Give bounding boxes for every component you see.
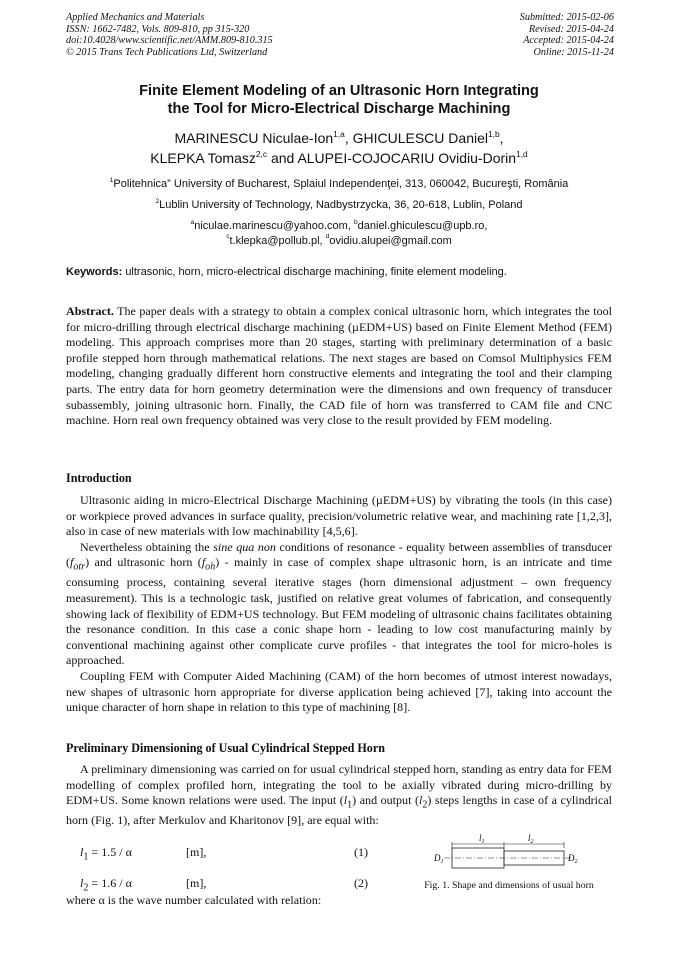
email-b[interactable]: daniel.ghiculescu@upb.ro [357,220,485,232]
figure-1-horn-diagram [404,832,614,876]
title-line-1: Finite Element Modeling of an Ultrasonic Horn Integrating [139,83,539,99]
abstract-text: The paper deals with a strategy to obtain a complex conical ultrasonic horn, which integrates the tool for micro-drilling through electrical discharge machining (µEDM+US) based on Finite Element Method (FEM) modeling. This approach comprises more than 20 stages, starting with preliminary determination of a basic profile stepped horn through mathematical relations. The next stages are based on Comsol Multiphysics FEM modeling, changing gradually different horn constructive elements and integrating the tool and their clamping parts. The entry data for horn geometry determination were the dimensions and own frequency of transducer subassembly, joining ultrasonic horn. Finally, the CAD file of horn was transferred to CAM file and CNC machine. Horn real own frequency obtained was very close to the result provided by FEM modeling. [66,304,612,428]
author-1-sup: 1,a [333,128,345,139]
date-online: Online: 2015-11-24 [533,46,614,58]
date-revised: Revised: 2015-04-24 [528,23,614,35]
figure-1-caption: Fig. 1. Shape and dimensions of usual horn [424,880,594,891]
email-c[interactable]: t.klepka@pollub.pl [229,234,320,247]
abstract [66,304,612,429]
affiliation-2-sup: 2 [155,197,160,205]
author-2: GHICULESCU Daniel [352,130,488,146]
affiliation-2-text: Lublin University of Technology, Nadbystrzycka, 36, 20-618, Lublin, Poland [159,199,523,211]
fig-label-D1: $D_1$ [434,853,444,865]
section-heading-introduction: Introduction [66,471,132,485]
journal-name: Applied Mechanics and Materials [66,12,205,23]
keywords-text: ultrasonic, horn, micro-electrical discharge machining, finite element modeling. [125,266,507,278]
intro-paragraph-1: Ultrasonic aiding in micro-Electrical Discharge Machining (µEDM+US) by vibrating the tools (in this case) or workpiece proved advances in surface quality, precision/volumetric relative wear, and machining rate [1,2,3], also in case of new materials with low machinability [4,5,6]. [66,493,612,539]
preliminary-paragraph: A preliminary dimensioning was carried on for usual cylindrical stepped horn, standing as entry data for FEM modelling of complex profiled horn, integrating the tool to be axially vibrated during micro-drilling by EDM+US. Some known relations were used. The input $(l_1)$ and output $(l_2)$ steps lengths in case of a cylindrical horn (Fig. 1), after Merkulov and Kharitonov [9], are equal with: [66,762,613,828]
date-accepted: Accepted: 2015-04-24 [523,35,614,47]
author-4: ALUPEI-COJOCARIU Ovidiu-Dorin [297,150,517,166]
equation-2-number: (2) [354,876,369,890]
paper-title [0,82,678,118]
equation-1-lhs: $l_1 = 1.5 / \alpha$ [80,845,132,863]
equation-2-unit: [m], [186,876,207,890]
author-emails: $^a$niculae.marinescu@yahoo.com, $^b$daniel.ghiculescu@upb.ro, $^c$t.klepka@pollub.pl, $^d$ovidiu.alupei@gmail.com [190,218,488,247]
equation-1-unit: [m], [186,845,207,859]
affiliation-1 [0,177,678,191]
equation-2-lhs: $l_2 = 1.6 / \alpha$ [80,876,132,894]
equation-1-number: (1) [354,845,369,859]
intro-paragraph-2: Nevertheless obtaining the sine qua non conditions of resonance - equality between assemblies of transducer $(f_{otr})$ and ultrasonic horn $(f_{oh})$ - mainly in case of complex shape ultrasonic horn, is an intricate and time consuming process, containing several iterative stages (horn dimensional adjustment – own frequency measurement). This is a technologic task, justified on relative great volumes of fabrication, and consequently showing lack of flexibility of EDM+US technology. But FEM modeling of ultrasonic chains facilitates obtaining the resonance condition. In this case a conic shape horn - leading to low cost manufacturing mainly by conventional machining against other complicate curve profiles - that integrates the tool for micro-holes is approached. [66,539,612,668]
section-heading-preliminary: Preliminary Dimensioning of Usual Cylindrical Stepped Horn [66,741,385,755]
email-d[interactable]: ovidiu.alupei@gmail.com [329,234,452,247]
abstract-label: Abstract. [66,304,114,318]
keywords [66,266,616,278]
fig-label-l2: $l_2$ [528,833,534,845]
email-a[interactable]: niculae.marinescu@yahoo.com [194,220,348,232]
where-line: where α is the wave number calculated with relation: [66,893,322,907]
author-4-sup: 1,d [516,148,528,159]
affiliation-2 [0,198,678,212]
keywords-label: Keywords: [66,266,123,278]
intro-paragraph-3: Coupling FEM with Computer Aided Machining (CAM) of the horn becomes of utmost interest nowadays, new shapes of ultrasonic horn appropriate for diverse application being achieved [7], taking into account the unique character of horn shape in relation to this type of machining [8]. [66,668,612,715]
date-submitted: Submitted: 2015-02-06 [519,12,614,23]
submission-dates [520,12,614,58]
author-3: KLEPKA Tomasz [150,150,256,166]
author-2-sup: 1,b [487,128,500,139]
journal-doi: doi:10.4028/www.scientific.net/AMM.809-810.315 [66,35,273,47]
affiliation-1-text: Politehnica” University of Bucharest, Splaiul Independenţei, 313, 060042, Bucureşti, România [113,178,569,190]
journal-info [66,12,273,58]
introduction-body [66,493,612,716]
author-3-sup: 2,c [255,148,268,159]
fig-label-l1: $l_1$ [479,833,485,845]
author-list: MARINESCU Niculae-Ion$^{1,a}$, GHICULESCU Daniel$^{1,b}$, KLEPKA Tomasz$^{2,c}$ and ALUPEI-COJOCARIU Ovidiu-Dorin$^{1,d}$ [150,128,528,166]
journal-issn: ISSN: 1662-7482, Vols. 809-810, pp 315-320 [66,23,250,35]
author-1: MARINESCU Niculae-Ion [174,130,334,146]
title-line-2: the Tool for Micro-Electrical Discharge Machining [167,101,511,117]
affiliation-1-sup: 1 [109,176,114,184]
journal-copyright: © 2015 Trans Tech Publications Ltd, Switzerland [66,46,268,58]
fig-label-D2: $D_2$ [568,853,578,865]
